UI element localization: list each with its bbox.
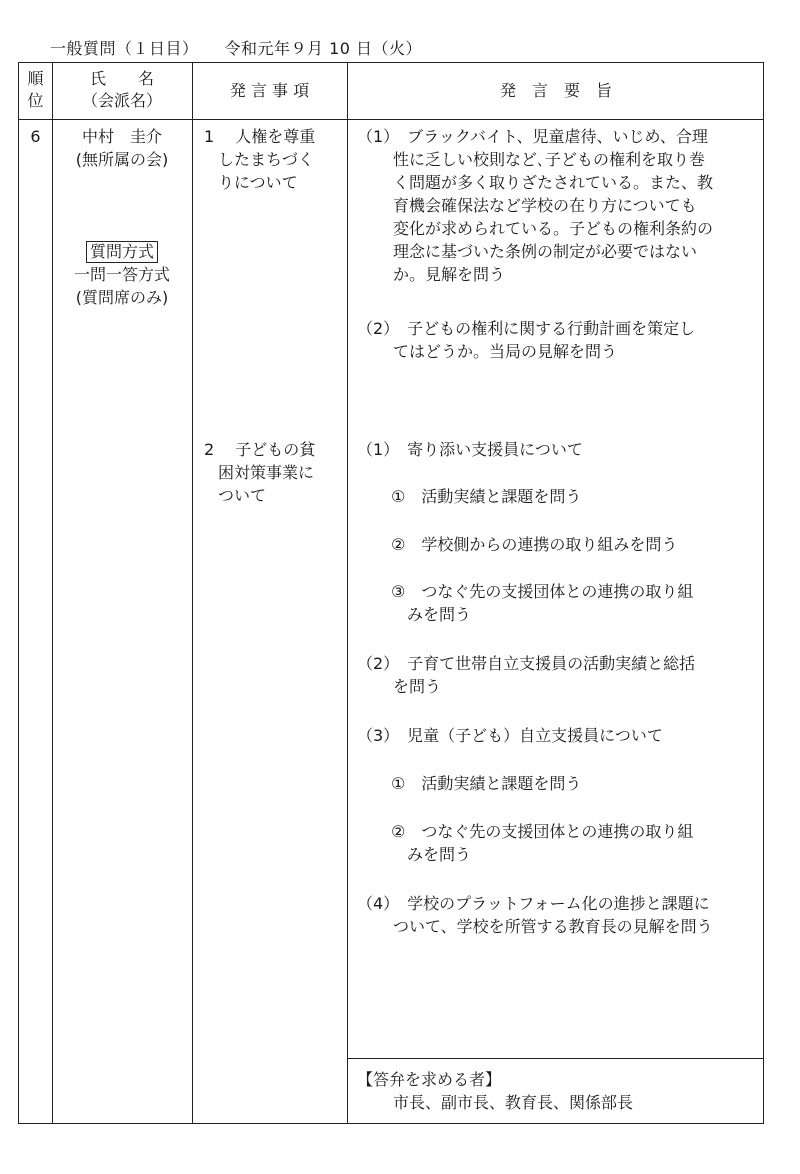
page-header [50, 36, 422, 59]
header-rank-line1: 順 [27, 69, 44, 88]
summary-line: く問題が多く取りざたされている。また、教 [393, 173, 714, 192]
summary-2-1-b [391, 533, 677, 556]
summary-line: を問う [393, 677, 442, 696]
col-divider-items [347, 63, 348, 1123]
question-method-note: (質問席のみ) [75, 288, 169, 307]
summary-line: ② つなぐ先の支援団体との連携の取り組 [391, 822, 694, 841]
session-date: 令和元年９月 10 日（火） [224, 39, 423, 58]
summary-line: ① 活動実績と課題を問う [391, 774, 582, 793]
summary-2-1-a [391, 485, 581, 508]
summary-line: （3） 児童（子ども）自立支援員について [357, 726, 663, 745]
item-1-line: りについて [218, 173, 298, 192]
summary-1-2 [357, 317, 695, 363]
summary-line: 変化が求められている。子どもの権利条約の [393, 219, 714, 238]
item-2-line: 困対策事業に [218, 463, 315, 482]
summary-2-4 [357, 892, 713, 938]
header-divider [19, 119, 763, 120]
item-2-line: 2 子どもの貧 [204, 440, 316, 459]
header-summary: 発 言 要 旨 [499, 81, 612, 100]
question-table [18, 62, 764, 1124]
header-name [52, 68, 192, 112]
summary-2-3 [357, 724, 663, 747]
col-divider-name [192, 63, 193, 1123]
summary-line: ② 学校側からの連携の取り組みを問う [391, 535, 678, 554]
summary-line: みを問う [407, 605, 472, 624]
summary-2-3-a [391, 772, 581, 795]
header-items: 発 言 事 項 [229, 81, 310, 100]
summary-1-1 [357, 125, 713, 286]
summary-2-1 [357, 438, 583, 461]
summary-line: （1） 寄り添い支援員について [357, 440, 583, 459]
summary-line: （2） 子育て世帯自立支援員の活動実績と総括 [357, 654, 696, 673]
summary-line: か。見解を問う [393, 265, 506, 284]
item-1-line: したまちづく [218, 150, 314, 169]
speaker-name: 中村 圭介 [81, 127, 162, 146]
speaker-rank: 6 [30, 127, 41, 146]
question-method-label: 質問方式 [86, 241, 158, 263]
summary-line: 育機会確保法など学校の在り方についても [393, 196, 697, 215]
summary-2-1-c [391, 580, 693, 626]
summary-line: てはどうか。当局の見解を問う [393, 342, 618, 361]
question-method-value: 一問一答方式 [73, 265, 170, 284]
speaker-faction: (無所属の会) [75, 150, 169, 169]
summary-line: ③ つなぐ先の支援団体との連携の取り組 [391, 582, 694, 601]
respondents-label: 【答弁を求める者】 [357, 1070, 502, 1089]
summary-line: 理念に基づいた条例の制定が必要ではない [393, 242, 698, 261]
summary-line: ついて、学校を所管する教育長の見解を問う [393, 917, 713, 936]
header-name-line1: 氏 名 [89, 69, 154, 88]
summary-line: 性に乏しい校則など､子どもの権利を取り巻 [393, 150, 706, 169]
summary-line: ① 活動実績と課題を問う [391, 487, 582, 506]
respondents-divider [347, 1058, 763, 1059]
summary-line: （4） 学校のプラットフォーム化の進捗と課題に [357, 894, 710, 913]
header-name-line2: （会派名） [81, 91, 162, 110]
respondents-list: 市長、副市長、教育長、関係部長 [393, 1093, 634, 1112]
header-rank-line2: 位 [27, 91, 44, 110]
item-2-line: ついて [218, 486, 267, 505]
item-1 [204, 125, 315, 194]
summary-line: （1） ブラックバイト、児童虐待、いじめ、合理 [357, 127, 708, 146]
summary-2-2 [357, 652, 695, 698]
respondents [357, 1068, 633, 1114]
speaker-info [52, 125, 192, 309]
item-2 [204, 438, 315, 507]
header-rank [19, 68, 52, 112]
summary-2-3-b [391, 820, 693, 866]
page-title: 一般質問（１日目） [50, 39, 199, 58]
summary-line: （2） 子どもの権利に関する行動計画を策定し [357, 319, 696, 338]
summary-line: みを問う [407, 845, 472, 864]
item-1-line: 1 人権を尊重 [204, 127, 316, 146]
